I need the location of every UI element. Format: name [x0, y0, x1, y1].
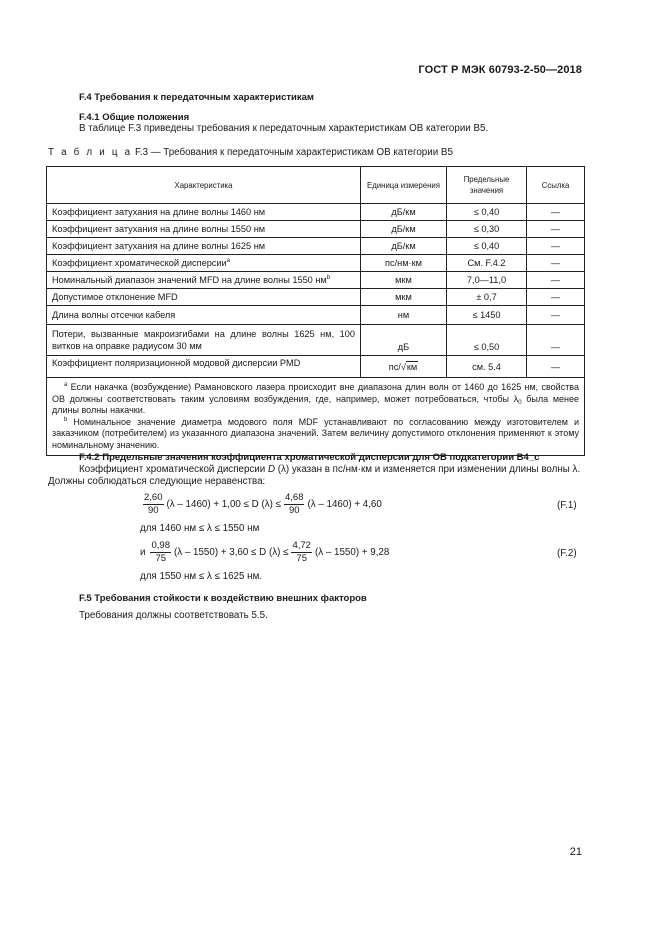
cell-reference: — — [527, 255, 585, 272]
cell-characteristic — [47, 272, 361, 289]
section-f42-title: F.4.2 Предельные значения коэффициента хроматической дисперсии для ОВ подкатегории B4_c — [79, 452, 540, 463]
denominator: 90 — [147, 505, 159, 516]
cell-reference: — — [527, 325, 585, 356]
note-b-text: Номинальное значение диаметра модового поля MDF устанавливают по согласованию между изготовителем и заказчиком (потребителем) из указанного диапазона значений. Затем величину допустимого отклонения применяют к этому номинальному значению. — [52, 416, 579, 450]
table-row — [47, 356, 585, 378]
table-row — [47, 238, 585, 255]
fraction — [291, 540, 312, 565]
cell-reference: — — [527, 221, 585, 238]
equation-lead: и — [140, 547, 146, 558]
table-row — [47, 255, 585, 272]
note-a — [52, 382, 579, 417]
f42-D-symbol: D — [267, 464, 276, 475]
f42-text-part1: Коэффициент хроматической дисперсии — [79, 464, 268, 475]
equation-tail: (λ – 1550) + 9,28 — [314, 547, 390, 558]
cell-limit: ≤ 0,30 — [447, 221, 527, 238]
header-limit: Предельные значения — [447, 167, 527, 204]
equation-f1 — [140, 492, 382, 517]
section-f41-text: В таблице F.3 приведены требования к передаточным характеристикам ОВ категории В5. — [79, 123, 489, 134]
requirements-table — [46, 166, 585, 456]
table-row — [47, 289, 585, 306]
table-header-row — [47, 167, 585, 204]
cell-reference: — — [527, 238, 585, 255]
cell-limit: см. 5.4 — [447, 356, 527, 378]
cell-unit — [361, 356, 447, 378]
equation-tail: (λ – 1460) + 4,60 — [307, 499, 382, 510]
denominator: 75 — [296, 553, 307, 564]
note-a-text: Если накачка (возбуждение) Рамановского лазера происходит вне диапазона длин волн от 1460 до 1625 нм, свойства ОВ должны соответствовать таким условиям возбуждения, где, например, может потребоваться, чтобы λ — [52, 382, 579, 404]
cell-unit: дБ/км — [361, 221, 447, 238]
note-b — [52, 417, 579, 452]
equation-label-f1: (F.1) — [557, 500, 577, 511]
cell-limit: ≤ 0,50 — [447, 325, 527, 356]
note-a-text-end: была менее длины волны накачки. — [52, 393, 580, 415]
section-f41-title: F.4.1 Общие положения — [79, 112, 190, 123]
table-caption-prefix: Т а б л и ц а — [48, 147, 133, 158]
table-caption-text: F.3 — Требования к передаточным характеристикам ОВ категории В5 — [132, 147, 453, 158]
table-notes-row — [47, 378, 585, 456]
cell-characteristic: Допустимое отклонение MFD — [47, 289, 361, 306]
note-a-mark: а — [64, 382, 68, 388]
cell-characteristic: Коэффициент поляризационной модовой дисперсии PMD — [47, 356, 361, 378]
table-row — [47, 325, 585, 356]
table-notes — [47, 378, 585, 456]
characteristic-text: Коэффициент хроматической дисперсии — [52, 258, 227, 268]
section-f5-title: F.5 Требования стойкости к воздействию внешних факторов — [79, 593, 367, 604]
numerator: 0,98 — [151, 540, 170, 551]
unit-prefix: пс/ — [388, 361, 401, 372]
cell-reference: — — [527, 356, 585, 378]
cell-unit: дБ/км — [361, 204, 447, 221]
header-unit: Единица измерения — [361, 167, 447, 204]
equation-f2 — [140, 540, 389, 565]
cell-characteristic: Длина волны отсечки кабеля — [47, 306, 361, 325]
cell-characteristic: Потери, вызванные макроизгибами на длине волны 1625 нм, 100 витков на оправке радиусом 30 мм — [47, 325, 361, 356]
section-f4-title: F.4 Требования к передаточным характеристикам — [79, 92, 314, 103]
sqrt-symbol: √км — [400, 361, 418, 372]
cell-characteristic: Коэффициент затухания на длине волны 1625 нм — [47, 238, 361, 255]
footnote-ref-b: b — [326, 275, 331, 281]
cell-limit: ≤ 0,40 — [447, 238, 527, 255]
section-f5-text: Требования должны соответствовать 5.5. — [79, 610, 268, 621]
numerator: 4,72 — [292, 540, 311, 551]
denominator: 75 — [155, 553, 167, 564]
table-row — [47, 221, 585, 238]
cell-reference: — — [527, 204, 585, 221]
fraction — [150, 540, 171, 565]
characteristic-text: Номинальный диапазон значений MFD на длине волны 1550 нм — [52, 275, 327, 285]
equation-middle: (λ – 1550) + 3,60 ≤ D (λ) ≤ — [173, 547, 289, 558]
cell-characteristic: Коэффициент затухания на длине волны 1550 нм — [47, 221, 361, 238]
cell-limit: ≤ 0,40 — [447, 204, 527, 221]
section-f42-text2: Должны соблюдаться следующие неравенства: — [48, 476, 266, 487]
cell-unit: дБ/км — [361, 238, 447, 255]
table-row — [47, 272, 585, 289]
footnote-ref-a: а — [226, 258, 231, 264]
cell-reference: — — [527, 289, 585, 306]
header-characteristic: Характеристика — [47, 167, 361, 204]
cell-limit: 7,0—11,0 — [447, 272, 527, 289]
table-row — [47, 306, 585, 325]
equation-f1-condition: для 1460 нм ≤ λ ≤ 1550 нм — [140, 523, 260, 534]
header-reference: Ссылка — [527, 167, 585, 204]
cell-unit: дБ — [361, 325, 447, 356]
cell-characteristic: Коэффициент затухания на длине волны 1460 нм — [47, 204, 361, 221]
lambda-subscript: 0 — [518, 399, 522, 406]
cell-unit: мкм — [361, 272, 447, 289]
equation-f2-condition: для 1550 нм ≤ λ ≤ 1625 нм. — [140, 571, 263, 582]
cell-limit: См. F.4.2 — [447, 255, 527, 272]
cell-limit: ≤ 1450 — [447, 306, 527, 325]
fraction — [143, 492, 164, 517]
unit-root: км — [406, 361, 418, 372]
cell-reference: — — [527, 272, 585, 289]
equation-label-f2: (F.2) — [557, 548, 577, 559]
numerator: 4,68 — [284, 492, 304, 503]
page-number: 21 — [569, 846, 582, 858]
table-row — [47, 204, 585, 221]
cell-characteristic — [47, 255, 361, 272]
denominator: 90 — [288, 505, 300, 516]
table-caption — [48, 147, 453, 158]
cell-unit: мкм — [361, 289, 447, 306]
f42-text-part2: (λ) указан в пс/нм·км и изменяется при изменении длины волны λ. — [275, 464, 581, 475]
standard-designation: ГОСТ Р МЭК 60793-2-50—2018 — [418, 64, 582, 76]
equation-middle: (λ – 1460) + 1,00 ≤ D (λ) ≤ — [166, 499, 281, 510]
fraction — [284, 492, 305, 517]
cell-unit: пс/нм·км — [361, 255, 447, 272]
cell-unit: нм — [361, 306, 447, 325]
note-b-mark: b — [64, 416, 68, 423]
numerator: 2,60 — [144, 492, 163, 503]
cell-reference: — — [527, 306, 585, 325]
cell-limit: ± 0,7 — [447, 289, 527, 306]
section-f42-text1 — [79, 464, 580, 475]
